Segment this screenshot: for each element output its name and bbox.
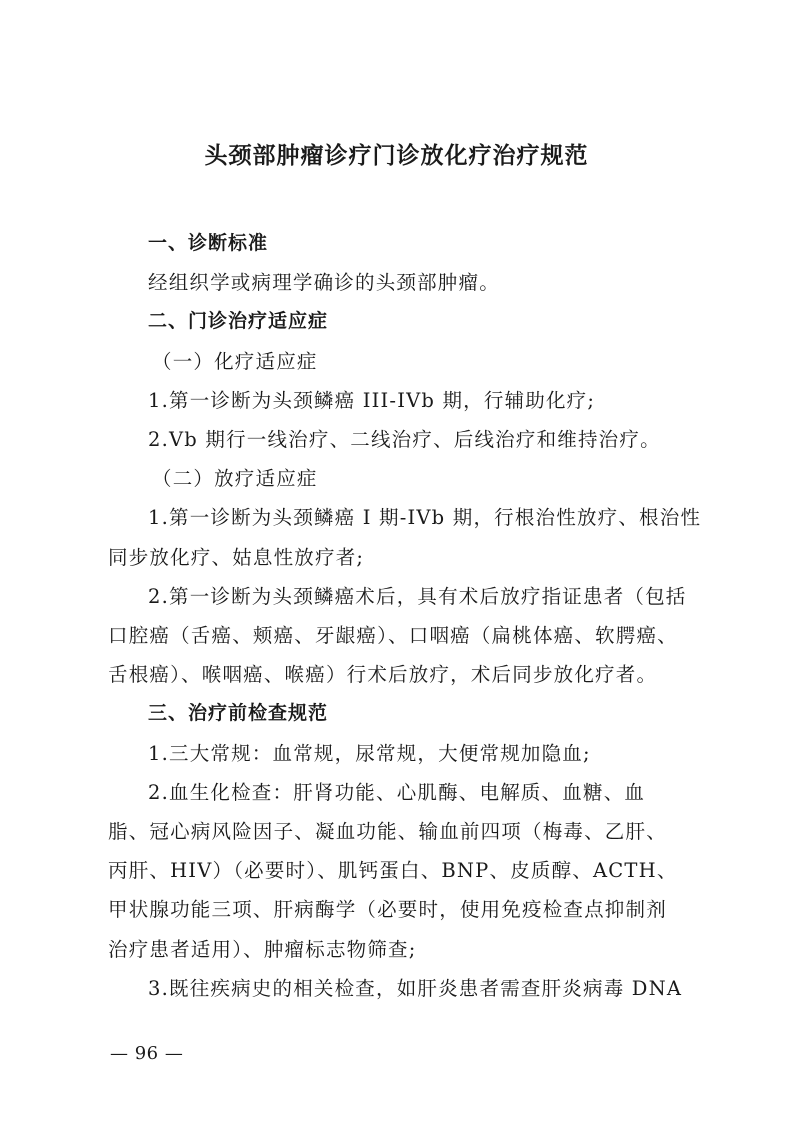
list-item: 2.Vb 期行一线治疗、二线治疗、后线治疗和维持治疗。 <box>148 428 661 452</box>
list-item: 1.三大常规：血常规，尿常规，大便常规加隐血; <box>148 741 591 765</box>
list-item: 1.第一诊断为头颈鳞癌 I 期-IVb 期，行根治性放疗、根治性 <box>148 506 702 530</box>
list-item-continuation: 口腔癌（舌癌、颊癌、牙龈癌）、口咽癌（扁桃体癌、软腭癌、 <box>108 624 678 648</box>
page-number: — 96 — <box>110 1043 184 1064</box>
document-body <box>108 224 702 1008</box>
list-item-continuation: 甲状腺功能三项、肝病酶学（必要时，使用免疫检查点抑制剂 <box>108 898 667 922</box>
subsection-heading-chemo: （一）化疗适应症 <box>152 349 318 373</box>
list-item: 2.第一诊断为头颈鳞癌术后，具有术后放疗指证患者（包括 <box>148 584 687 608</box>
document-title: 头颈部肿瘤诊疗门诊放化疗治疗规范 <box>204 142 589 169</box>
list-item: 3.既往疾病史的相关检查，如肝炎患者需查肝炎病毒 DNA <box>148 976 683 1000</box>
section-heading-indications: 二、门诊治疗适应症 <box>148 310 329 333</box>
section-heading-diagnosis: 一、诊断标准 <box>148 232 269 254</box>
list-item-continuation: 丙肝、HIV）（必要时）、肌钙蛋白、BNP、皮质醇、ACTH、 <box>108 859 678 883</box>
paragraph: 经组织学或病理学确诊的头颈部肿瘤。 <box>148 271 500 295</box>
list-item-continuation: 治疗患者适用）、肿瘤标志物筛查; <box>108 937 417 961</box>
list-item: 1.第一诊断为头颈鳞癌 III-IVb 期，行辅助化疗; <box>148 388 596 412</box>
list-item: 2.血生化检查：肝肾功能、心肌酶、电解质、血糖、血 <box>148 780 646 804</box>
subsection-heading-radio: （二）放疗适应症 <box>152 467 318 491</box>
list-item-continuation: 舌根癌）、喉咽癌、喉癌）行术后放疗，术后同步放化疗者。 <box>108 663 658 687</box>
section-heading-pretreatment: 三、治疗前检查规范 <box>148 702 329 725</box>
list-item-continuation: 脂、冠心病风险因子、凝血功能、输血前四项（梅毒、乙肝、 <box>108 820 667 844</box>
list-item-continuation: 同步放化疗、姑息性放疗者; <box>108 545 365 569</box>
